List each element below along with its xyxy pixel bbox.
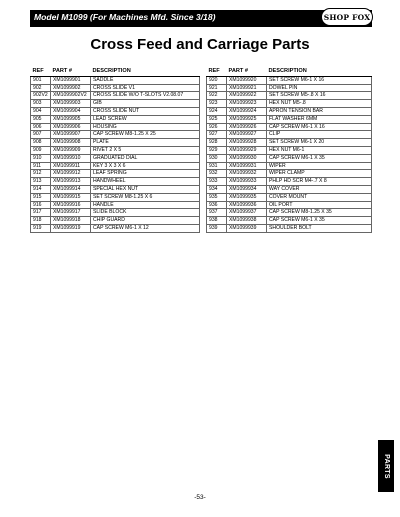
cell-ref: 911 bbox=[31, 162, 51, 170]
parts-table-left bbox=[30, 68, 200, 233]
cell-description: RIVET 2 X 5 bbox=[91, 146, 200, 154]
cell-ref: 913 bbox=[31, 178, 51, 186]
cell-description: COVER MOUNT bbox=[267, 193, 372, 201]
cell-part-number: XM1099925 bbox=[227, 115, 267, 123]
table-row bbox=[31, 139, 200, 147]
cell-ref: 907 bbox=[31, 131, 51, 139]
cell-part-number: XM1099910 bbox=[51, 154, 91, 162]
cell-part-number: XM1099931 bbox=[227, 162, 267, 170]
shop-fox-logo bbox=[321, 8, 373, 26]
cell-part-number: XM1099919 bbox=[51, 224, 91, 232]
table-row bbox=[31, 178, 200, 186]
table-row bbox=[207, 131, 372, 139]
cell-description: GRADUATED DIAL bbox=[91, 154, 200, 162]
table-row bbox=[207, 76, 372, 84]
cell-description: APRON TENSION BAR bbox=[267, 107, 372, 115]
cell-ref: 921 bbox=[207, 84, 227, 92]
cell-ref: 929 bbox=[207, 146, 227, 154]
cell-ref: 935 bbox=[207, 193, 227, 201]
cell-part-number: XM1099929 bbox=[227, 146, 267, 154]
cell-ref: 910 bbox=[31, 154, 51, 162]
table-row bbox=[31, 107, 200, 115]
cell-ref: 920 bbox=[207, 76, 227, 84]
cell-ref: 928 bbox=[207, 139, 227, 147]
cell-ref: 916 bbox=[31, 201, 51, 209]
cell-description: CAP SCREW M6-1 X 35 bbox=[267, 154, 372, 162]
cell-ref: 904 bbox=[31, 107, 51, 115]
table-row bbox=[207, 170, 372, 178]
cell-description: CROSS SLIDE NUT bbox=[91, 107, 200, 115]
cell-part-number: XM1099924 bbox=[227, 107, 267, 115]
cell-part-number: XM1099920 bbox=[227, 76, 267, 84]
table-row bbox=[207, 154, 372, 162]
cell-part-number: XM1099908 bbox=[51, 139, 91, 147]
cell-description: SLIDE BLOCK bbox=[91, 209, 200, 217]
table-row bbox=[207, 193, 372, 201]
cell-part-number: XM1099912 bbox=[51, 170, 91, 178]
cell-description: CAP SCREW M8-1.25 X 35 bbox=[267, 209, 372, 217]
cell-ref: 922 bbox=[207, 92, 227, 100]
cell-ref: 926 bbox=[207, 123, 227, 131]
column-header-part: PART # bbox=[227, 68, 267, 76]
cell-description: SET SCREW M8-1.25 X 6 bbox=[91, 193, 200, 201]
table-row bbox=[31, 209, 200, 217]
cell-description: HANDLE bbox=[91, 201, 200, 209]
cell-description: WIPER bbox=[267, 162, 372, 170]
cell-description: SET SCREW M6-1 X 16 bbox=[267, 76, 372, 84]
table-row bbox=[207, 162, 372, 170]
cell-ref: 919 bbox=[31, 224, 51, 232]
cell-part-number: XM1099914 bbox=[51, 185, 91, 193]
cell-part-number: XM1099923 bbox=[227, 100, 267, 108]
cell-part-number: XM1099918 bbox=[51, 217, 91, 225]
table-row bbox=[207, 92, 372, 100]
cell-ref: 914 bbox=[31, 185, 51, 193]
cell-description: PLATE bbox=[91, 139, 200, 147]
cell-description: SADDLE bbox=[91, 76, 200, 84]
cell-description: LEAF SPRING bbox=[91, 170, 200, 178]
table-row bbox=[207, 185, 372, 193]
cell-part-number: XM1099917 bbox=[51, 209, 91, 217]
cell-part-number: XM1099939 bbox=[227, 224, 267, 232]
cell-part-number: XM1099904 bbox=[51, 107, 91, 115]
table-row bbox=[207, 115, 372, 123]
cell-description: CAP SCREW M8-1.25 X 25 bbox=[91, 131, 200, 139]
cell-ref: 927 bbox=[207, 131, 227, 139]
cell-description: PHLP HD SCR M4-.7 X 8 bbox=[267, 178, 372, 186]
cell-ref: 934 bbox=[207, 185, 227, 193]
cell-part-number: XM1099928 bbox=[227, 139, 267, 147]
parts-table-right bbox=[206, 68, 372, 233]
cell-ref: 915 bbox=[31, 193, 51, 201]
table-row bbox=[207, 209, 372, 217]
cell-part-number: XM1099901 bbox=[51, 76, 91, 84]
column-header-ref: REF bbox=[31, 68, 51, 76]
cell-ref: 902 bbox=[31, 84, 51, 92]
cell-ref: 905 bbox=[31, 115, 51, 123]
table-row bbox=[31, 92, 200, 100]
table-row bbox=[207, 100, 372, 108]
table-row bbox=[31, 146, 200, 154]
table-row bbox=[207, 178, 372, 186]
table-row bbox=[31, 123, 200, 131]
table-row bbox=[207, 84, 372, 92]
table-row bbox=[31, 224, 200, 232]
table-row bbox=[31, 100, 200, 108]
cell-description: DOWEL PIN bbox=[267, 84, 372, 92]
cell-part-number: XM1099902 bbox=[51, 84, 91, 92]
cell-ref: 925 bbox=[207, 115, 227, 123]
table-row bbox=[31, 170, 200, 178]
cell-ref: 937 bbox=[207, 209, 227, 217]
cell-description: OIL PORT bbox=[267, 201, 372, 209]
cell-description: LEAD SCREW bbox=[91, 115, 200, 123]
table-row bbox=[31, 185, 200, 193]
table-row bbox=[31, 131, 200, 139]
column-header-ref: REF bbox=[207, 68, 227, 76]
cell-ref: 902V2 bbox=[31, 92, 51, 100]
cell-ref: 936 bbox=[207, 201, 227, 209]
column-header-description: DESCRIPTION bbox=[91, 68, 200, 76]
table-row bbox=[207, 123, 372, 131]
side-tab-label: PARTS bbox=[382, 453, 390, 479]
cell-description: SET SCREW M5-.8 X 16 bbox=[267, 92, 372, 100]
cell-ref: 930 bbox=[207, 154, 227, 162]
cell-description: KEY 3 X 3 X 6 bbox=[91, 162, 200, 170]
table-row bbox=[31, 115, 200, 123]
table-row bbox=[31, 154, 200, 162]
column-header-part: PART # bbox=[51, 68, 91, 76]
column-header-description: DESCRIPTION bbox=[267, 68, 372, 76]
cell-part-number: XM1099935 bbox=[227, 193, 267, 201]
cell-description: GIB bbox=[91, 100, 200, 108]
cell-part-number: XM1099907 bbox=[51, 131, 91, 139]
cell-description: CLIP bbox=[267, 131, 372, 139]
cell-part-number: XM1099915 bbox=[51, 193, 91, 201]
parts-section-tab bbox=[378, 440, 394, 492]
cell-description: CROSS SLIDE V1 bbox=[91, 84, 200, 92]
cell-ref: 903 bbox=[31, 100, 51, 108]
table-row bbox=[31, 217, 200, 225]
cell-ref: 917 bbox=[31, 209, 51, 217]
page-title: Cross Feed and Carriage Parts bbox=[90, 36, 310, 53]
page-number: -53- bbox=[194, 494, 206, 501]
cell-description: FLAT WASHER 6MM bbox=[267, 115, 372, 123]
table-row bbox=[31, 193, 200, 201]
cell-description: SPECIAL HEX NUT bbox=[91, 185, 200, 193]
cell-part-number: XM1099916 bbox=[51, 201, 91, 209]
table-header-row bbox=[207, 68, 372, 76]
cell-part-number: XM1099932 bbox=[227, 170, 267, 178]
cell-part-number: XM1099938 bbox=[227, 217, 267, 225]
cell-ref: 901 bbox=[31, 76, 51, 84]
cell-description: HEX NUT M5-.8 bbox=[267, 100, 372, 108]
cell-ref: 932 bbox=[207, 170, 227, 178]
cell-part-number: XM1099922 bbox=[227, 92, 267, 100]
cell-ref: 931 bbox=[207, 162, 227, 170]
cell-ref: 923 bbox=[207, 100, 227, 108]
cell-description: WAY COVER bbox=[267, 185, 372, 193]
cell-ref: 918 bbox=[31, 217, 51, 225]
cell-description: CAP SCREW M6-1 X 16 bbox=[267, 123, 372, 131]
cell-description: CAP SCREW M6-1 X 12 bbox=[91, 224, 200, 232]
cell-part-number: XM1099905 bbox=[51, 115, 91, 123]
cell-ref: 924 bbox=[207, 107, 227, 115]
cell-description: SET SCREW M6-1 X 20 bbox=[267, 139, 372, 147]
table-row bbox=[207, 139, 372, 147]
table-row bbox=[207, 224, 372, 232]
cell-ref: 938 bbox=[207, 217, 227, 225]
logo-text: SHOP FOX bbox=[323, 12, 371, 22]
cell-description: HANDWHEEL bbox=[91, 178, 200, 186]
cell-description: SHOULDER BOLT bbox=[267, 224, 372, 232]
table-row bbox=[207, 107, 372, 115]
table-row bbox=[31, 162, 200, 170]
table-header-row bbox=[31, 68, 200, 76]
cell-part-number: XM1099936 bbox=[227, 201, 267, 209]
cell-ref: 912 bbox=[31, 170, 51, 178]
cell-description: CHIP GUARD bbox=[91, 217, 200, 225]
cell-ref: 908 bbox=[31, 139, 51, 147]
cell-part-number: XM1099933 bbox=[227, 178, 267, 186]
cell-description: CAP SCREW M6-1 X 35 bbox=[267, 217, 372, 225]
table-row bbox=[207, 201, 372, 209]
cell-part-number: XM1099902V2 bbox=[51, 92, 91, 100]
cell-part-number: XM1099934 bbox=[227, 185, 267, 193]
table-row bbox=[207, 146, 372, 154]
cell-description: CROSS SLIDE W/O T-SLOTS V2.08.07 bbox=[91, 92, 200, 100]
table-row bbox=[31, 76, 200, 84]
cell-part-number: XM1099903 bbox=[51, 100, 91, 108]
cell-part-number: XM1099926 bbox=[227, 123, 267, 131]
cell-part-number: XM1099909 bbox=[51, 146, 91, 154]
cell-part-number: XM1099911 bbox=[51, 162, 91, 170]
cell-part-number: XM1099913 bbox=[51, 178, 91, 186]
header-model-title: Model M1099 (For Machines Mfd. Since 3/18) bbox=[34, 12, 216, 22]
cell-part-number: XM1099921 bbox=[227, 84, 267, 92]
cell-description: HEX NUT M6-1 bbox=[267, 146, 372, 154]
table-row bbox=[207, 217, 372, 225]
cell-part-number: XM1099927 bbox=[227, 131, 267, 139]
cell-description: WIPER CLAMP bbox=[267, 170, 372, 178]
cell-part-number: XM1099937 bbox=[227, 209, 267, 217]
cell-description: HOUSING bbox=[91, 123, 200, 131]
cell-part-number: XM1099906 bbox=[51, 123, 91, 131]
cell-part-number: XM1099930 bbox=[227, 154, 267, 162]
table-row bbox=[31, 84, 200, 92]
cell-ref: 939 bbox=[207, 224, 227, 232]
cell-ref: 933 bbox=[207, 178, 227, 186]
cell-ref: 906 bbox=[31, 123, 51, 131]
table-row bbox=[31, 201, 200, 209]
cell-ref: 909 bbox=[31, 146, 51, 154]
